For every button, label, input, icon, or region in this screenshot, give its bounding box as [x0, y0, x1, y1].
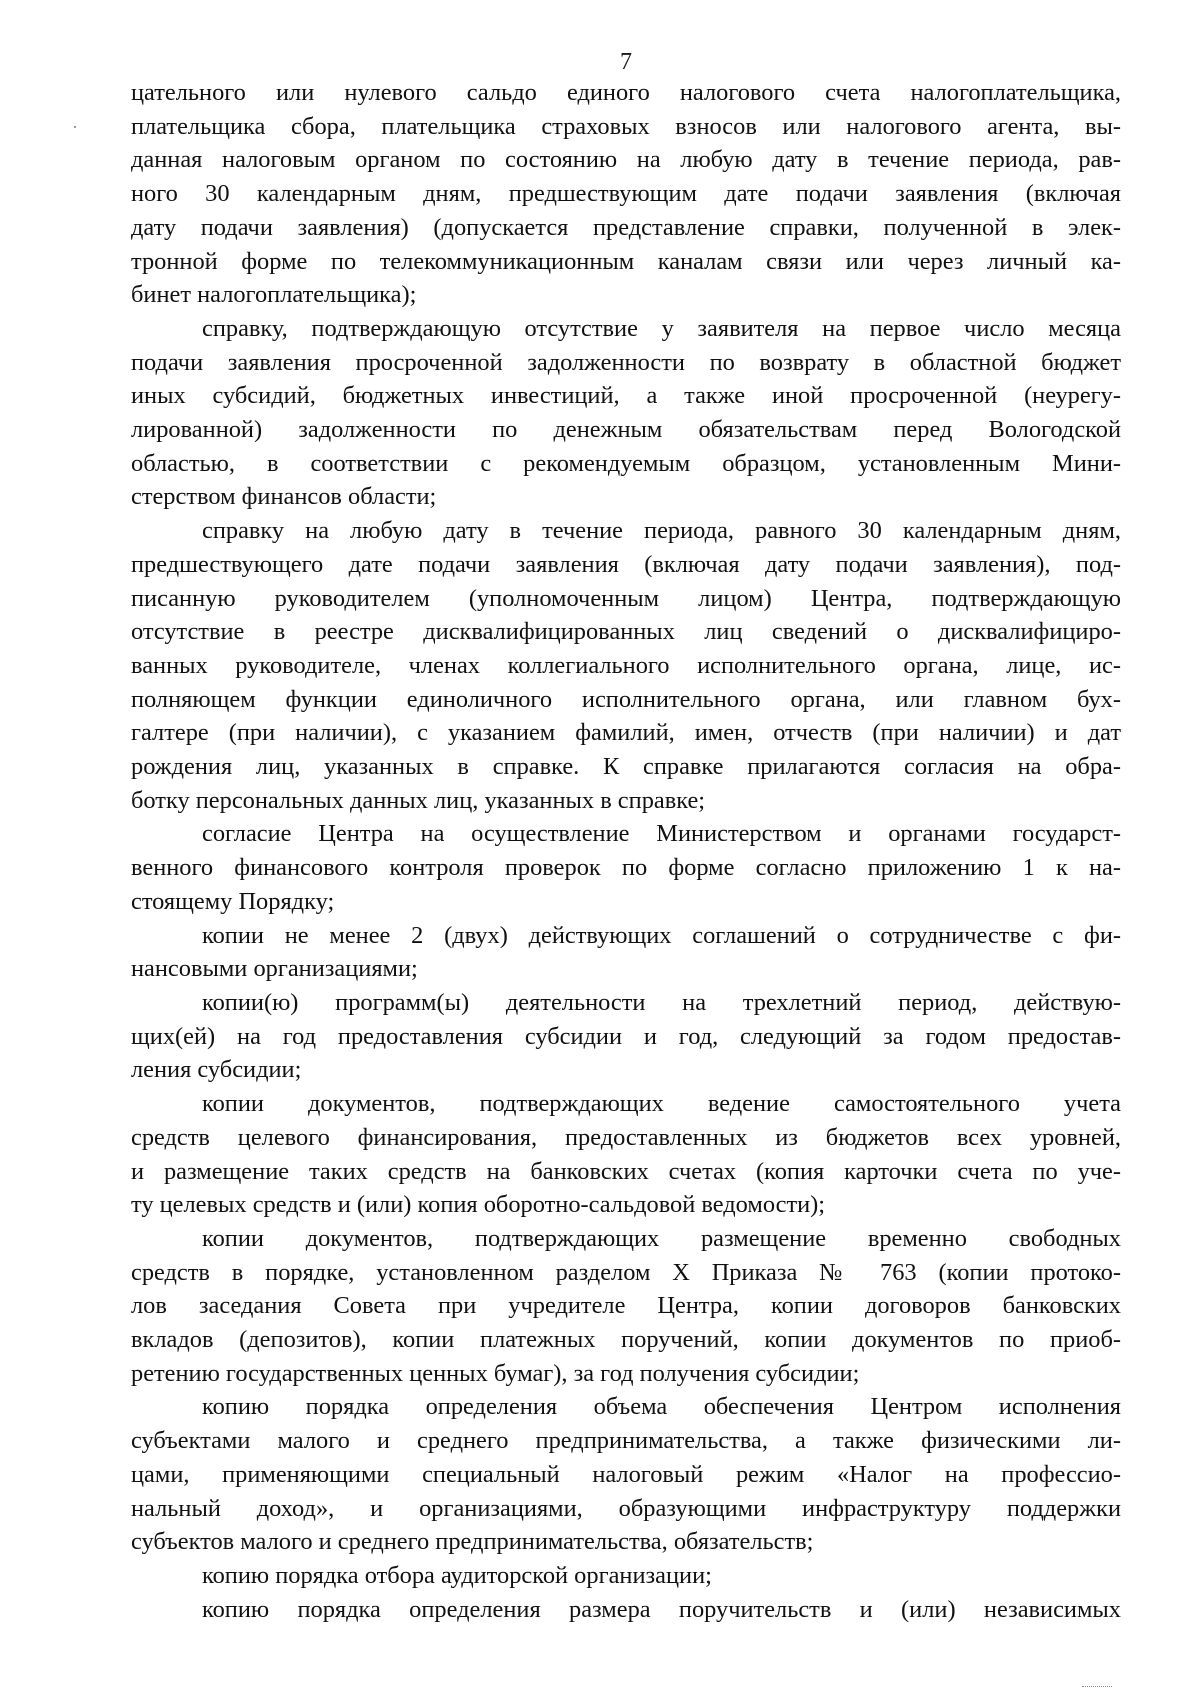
text-line: копию порядка определения размера поручительств и (или) независимых: [202, 1595, 1121, 1623]
text-line: бинет налогоплательщика);: [131, 281, 417, 309]
text-line: нальный доход», и организациями, образующими инфраструктуру поддержки: [131, 1494, 1121, 1522]
text-line: копии документов, подтверждающих ведение самостоятельного учета: [202, 1090, 1121, 1118]
text-line: цательного или нулевого сальдо единого налогового счета налогоплательщика,: [131, 79, 1121, 106]
text-line: писанную руководителем (уполномоченным лицом) Центра, подтверждающую: [131, 584, 1121, 612]
text-line: и размещение таких средств на банковских счетах (копия карточки счета по уче-: [131, 1157, 1121, 1185]
text-line: субъектами малого и среднего предпринимательства, а также физическими ли-: [131, 1427, 1121, 1455]
text-line: копии(ю) программ(ы) деятельности на трехлетний период, действую-: [202, 988, 1121, 1016]
text-line: справку на любую дату в течение периода, равного 30 календарным дням,: [202, 517, 1121, 545]
text-line: щих(ей) на год предоставления субсидии и год, следующий за годом предостав-: [131, 1022, 1121, 1050]
text-line: галтере (при наличии), с указанием фамилий, имен, отчеств (при наличии) и дат: [131, 719, 1121, 747]
text-line: рождения лиц, указанных в справке. К справке прилагаются согласия на обра-: [131, 753, 1121, 781]
document-body: [131, 76, 1121, 1626]
text-line: лированной) задолженности по денежным обязательствам перед Вологодской: [131, 416, 1121, 444]
text-line: субъектов малого и среднего предпринимательства, обязательств;: [131, 1528, 814, 1556]
text-line: стерством финансов области;: [131, 483, 437, 511]
text-line: предшествующего дате подачи заявления (включая дату подачи заявления), под-: [131, 550, 1121, 578]
text-line: нансовыми организациями;: [131, 955, 418, 983]
text-line: венного финансового контроля проверок по форме согласно приложению 1 к на-: [131, 854, 1121, 882]
text-line: справку, подтверждающую отсутствие у заявителя на первое число месяца: [202, 314, 1121, 342]
text-line: лов заседания Совета при учредителе Центра, копии договоров банковских: [131, 1292, 1121, 1320]
page-number: 7: [620, 49, 632, 75]
text-line: копии не менее 2 (двух) действующих соглашений о сотрудничестве с фи-: [202, 921, 1121, 949]
text-line: ного 30 календарным дням, предшествующим дате подачи заявления (включая: [131, 180, 1121, 208]
text-line: ретению государственных ценных бумаг), за год получения субсидии;: [131, 1359, 860, 1387]
text-line: цами, применяющими специальный налоговый режим «Налог на профессио-: [131, 1460, 1121, 1488]
text-line: тронной форме по телекоммуникационным каналам связи или через личный ка-: [131, 247, 1121, 275]
text-line: ту целевых средств и (или) копия оборотно-сальдовой ведомости);: [131, 1191, 826, 1219]
text-line: копию порядка отбора аудиторской организации;: [202, 1561, 712, 1589]
text-line: ления субсидии;: [131, 1056, 302, 1084]
text-line: вкладов (депозитов), копии платежных поручений, копии документов по приоб-: [131, 1326, 1121, 1354]
text-line: плательщика сбора, плательщика страховых взносов или налогового агента, вы-: [131, 112, 1121, 140]
text-line: подачи заявления просроченной задолженности по возврату в областной бюджет: [131, 348, 1121, 376]
text-line: данная налоговым органом по состоянию на любую дату в течение периода, рав-: [131, 146, 1121, 174]
text-line: областью, в соответствии с рекомендуемым образцом, установленным Мини-: [131, 449, 1121, 477]
text-line: дату подачи заявления) (допускается представление справки, полученной в элек-: [131, 213, 1121, 241]
text-line: копию порядка определения объема обеспечения Центром исполнения: [202, 1393, 1121, 1421]
scan-artifact: [1082, 1686, 1112, 1690]
text-line: отсутствие в реестре дисквалифицированных лиц сведений о дисквалифициро-: [131, 618, 1121, 646]
text-line: иных субсидий, бюджетных инвестиций, а также иной просроченной (неурегу-: [131, 382, 1121, 410]
text-line: полняющем функции единоличного исполнительного органа, или главном бух-: [131, 685, 1121, 713]
text-line: ванных руководителе, членах коллегиального исполнительного органа, лице, ис-: [131, 651, 1121, 679]
text-line: средств целевого финансирования, предоставленных из бюджетов всех уровней,: [131, 1123, 1121, 1151]
text-line: ботку персональных данных лиц, указанных в справке;: [131, 786, 706, 814]
text-line: средств в порядке, установленном разделом X Приказа № 763 (копии протоко-: [131, 1258, 1121, 1286]
text-line: стоящему Порядку;: [131, 887, 335, 915]
scan-speck: [74, 126, 76, 128]
text-line: копии документов, подтверждающих размещение временно свободных: [202, 1224, 1121, 1252]
text-line: согласие Центра на осуществление Министерством и органами государст-: [202, 820, 1121, 848]
